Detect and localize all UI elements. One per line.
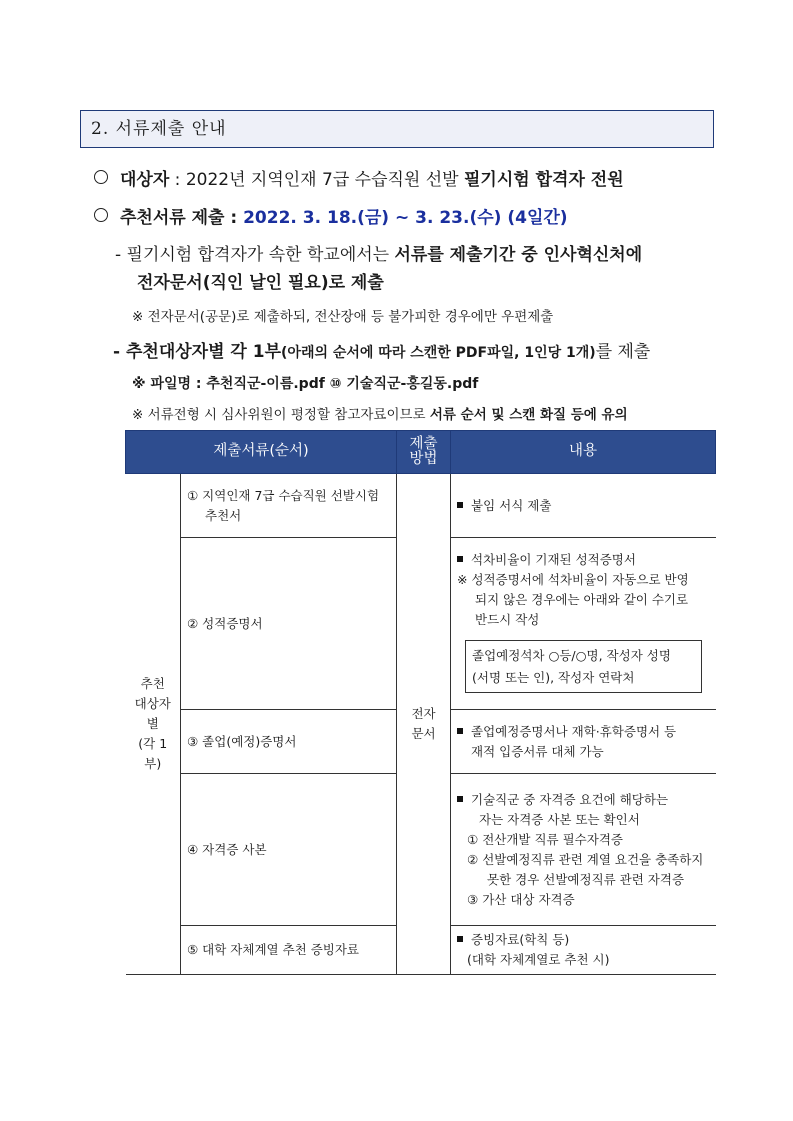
method-line-2: 문서 bbox=[411, 726, 436, 741]
circle-bullet-icon bbox=[94, 208, 108, 222]
target-sep: : bbox=[169, 170, 186, 190]
content-cell bbox=[451, 710, 716, 774]
doc-text: ② 성적증명서 bbox=[187, 615, 263, 631]
note3-bold: 서류 순서 및 스캔 화질 등에 유의 bbox=[429, 407, 628, 423]
content-text: 자는 자격증 사본 또는 확인서 bbox=[479, 811, 640, 827]
content-text: ② 선발예정직류 관련 계열 요건을 충족하지 bbox=[467, 851, 704, 867]
content-cell bbox=[451, 474, 716, 538]
dash2-tail: 를 제출 bbox=[595, 342, 651, 362]
category-line-1: 추천 bbox=[140, 676, 165, 691]
content-cell bbox=[451, 774, 716, 926]
submit-line bbox=[94, 203, 568, 228]
category-cell bbox=[126, 474, 181, 975]
doc-text: ③ 졸업(예정)증명서 bbox=[187, 733, 297, 749]
content-text: 못한 경우 선발예정직류 관련 자격증 bbox=[487, 871, 685, 887]
content-text: ※ 성적증명서에 석차비율이 자동으로 반영 bbox=[457, 572, 689, 588]
table-row bbox=[126, 474, 716, 538]
content-cell bbox=[451, 926, 716, 975]
doc-cell bbox=[181, 538, 397, 710]
target-bold: 필기시험 합격자 전원 bbox=[464, 170, 624, 190]
note1: ※ 전자문서(공문)로 제출하되, 전산장애 등 불가피한 경우에만 우편제출 bbox=[132, 309, 554, 325]
content-text: (대학 자체계열로 추천 시) bbox=[467, 952, 610, 967]
header-method-1: 제출 bbox=[409, 435, 438, 452]
content-text: 증빙자료(학칙 등) bbox=[471, 932, 570, 947]
submission-table bbox=[125, 430, 716, 975]
handwrite-box bbox=[465, 640, 702, 693]
category-line-2: 대상자별 bbox=[134, 696, 171, 731]
content-text: 석차비율이 기재된 성적증명서 bbox=[471, 552, 636, 568]
section-title: 2. 서류제출 안내 bbox=[80, 110, 714, 148]
doc-text: 추천서 bbox=[205, 507, 242, 523]
doc-cell bbox=[181, 474, 397, 538]
target-line bbox=[94, 165, 624, 190]
content-text: 재적 입증서류 대체 가능 bbox=[471, 743, 604, 759]
square-bullet-icon bbox=[457, 728, 463, 734]
circle-bullet-icon bbox=[94, 170, 108, 184]
target-label: 대상자 bbox=[120, 170, 170, 190]
category-line-3: (각 1부) bbox=[138, 736, 168, 771]
dash1-normal: - 필기시험 합격자가 속한 학교에서는 bbox=[115, 245, 395, 265]
submit-period: 2022. 3. 18.(금) ~ 3. 23.(수) (4일간) bbox=[243, 208, 568, 228]
content-text: 붙임 서식 제출 bbox=[471, 497, 552, 513]
doc-cell bbox=[181, 710, 397, 774]
doc-text: ④ 자격증 사본 bbox=[187, 841, 267, 857]
content-text: 기술직군 중 자격증 요건에 해당하는 bbox=[471, 791, 669, 807]
dash2-bold: - 추천대상자별 각 1부 bbox=[113, 342, 282, 362]
content-text: 졸업예정증명서나 재학·휴학증명서 등 bbox=[471, 723, 677, 739]
content-text: ① 전산개발 직류 필수자격증 bbox=[467, 831, 623, 847]
header-content: 내용 bbox=[451, 431, 716, 474]
content-text: 반드시 작성 bbox=[475, 612, 540, 628]
doc-text: ⑤ 대학 자체계열 추천 증빙자료 bbox=[187, 942, 360, 957]
note3-normal: ※ 서류전형 시 심사위원이 평정할 참고자료이므로 bbox=[132, 407, 430, 423]
target-text: 2022년 지역인재 7급 수습직원 선발 bbox=[185, 170, 464, 190]
square-bullet-icon bbox=[457, 936, 463, 942]
box-text: 졸업예정석차 ○등/○명, 작성자 성명 bbox=[472, 648, 671, 664]
box-text: (서명 또는 인), 작성자 연락처 bbox=[472, 669, 635, 685]
dash2-bold-small: (아래의 순서에 따라 스캔한 PDF파일, 1인당 1개) bbox=[281, 345, 596, 361]
method-cell bbox=[397, 474, 451, 975]
square-bullet-icon bbox=[457, 502, 463, 508]
doc-text: ① 지역인재 7급 수습직원 선발시험 bbox=[187, 487, 380, 503]
content-text: ③ 가산 대상 자격증 bbox=[467, 891, 575, 907]
dash1-line2: 전자문서(직인 날인 필요)로 제출 bbox=[137, 273, 384, 293]
header-method-2: 방법 bbox=[409, 451, 438, 467]
doc-cell bbox=[181, 926, 397, 975]
header-docs: 제출서류(순서) bbox=[126, 431, 397, 474]
content-cell bbox=[451, 538, 716, 710]
square-bullet-icon bbox=[457, 556, 463, 562]
doc-cell bbox=[181, 774, 397, 926]
submit-label: 추천서류 제출 : bbox=[120, 208, 244, 228]
header-method bbox=[397, 431, 451, 474]
dash1-bold: 서류를 제출기간 중 인사혁신처에 bbox=[394, 245, 643, 265]
square-bullet-icon bbox=[457, 796, 463, 802]
dash1-line1 bbox=[115, 240, 642, 265]
note2: ※ 파일명 : 추천직군-이름.pdf ⑩ 기술직군-홍길동.pdf bbox=[132, 376, 479, 392]
content-text: 되지 않은 경우에는 아래와 같이 수기로 bbox=[475, 592, 689, 608]
method-line-1: 전자 bbox=[411, 706, 436, 721]
dash2-line bbox=[113, 337, 650, 362]
note3 bbox=[132, 403, 628, 423]
table-header-row bbox=[126, 431, 716, 474]
